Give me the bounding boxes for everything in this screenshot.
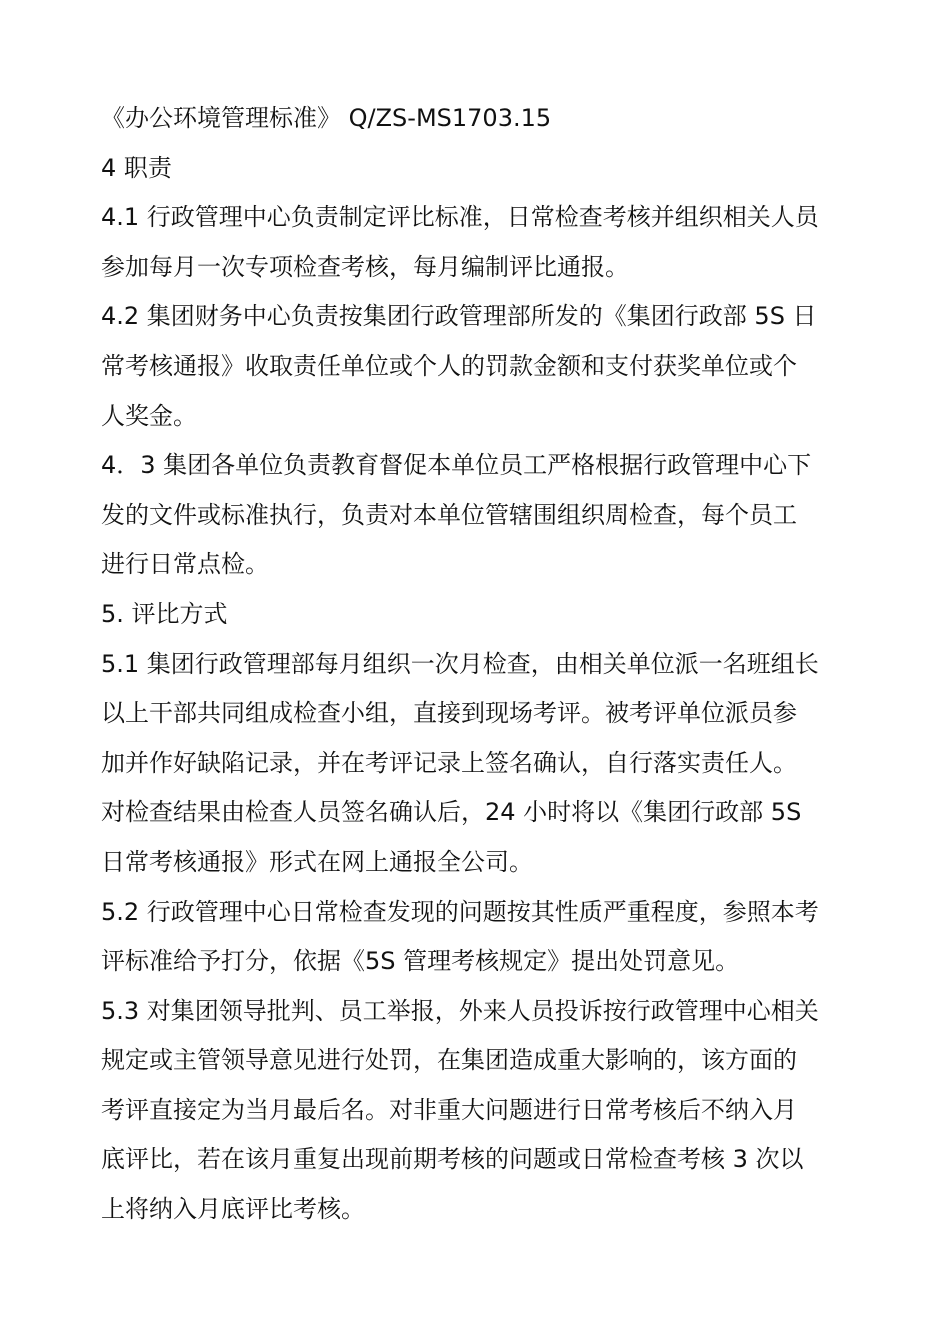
paragraph-line: 加并作好缺陷记录，并在考评记录上签名确认，自行落实责任人。	[101, 748, 797, 777]
paragraph-line: 以上干部共同组成检查小组，直接到现场考评。被考评单位派员参	[101, 699, 797, 728]
paragraph-line: 4.2 集团财务中心负责按集团行政管理部所发的《集团行政部 5S 日	[101, 302, 817, 331]
standard-reference-line: 《办公环境管理标准》 Q/ZS-MS1703.15	[101, 104, 552, 132]
paragraph-line: 参加每月一次专项检查考核，每月编制评比通报。	[101, 252, 629, 281]
paragraph-line: 5.2 行政管理中心日常检查发现的问题按其性质严重程度，参照本考	[101, 897, 819, 926]
section-heading-evaluation-method: 5. 评比方式	[101, 599, 228, 628]
document-body	[101, 94, 863, 1235]
paragraph-line: 4.1 行政管理中心负责制定评比标准，日常检查考核并组织相关人员	[101, 203, 819, 232]
paragraph-line: 评标准给予打分，依据《5S 管理考核规定》提出处罚意见。	[101, 947, 740, 976]
paragraph-line: 底评比，若在该月重复出现前期考核的问题或日常检查考核 3 次以	[101, 1145, 804, 1174]
paragraph-line: 上将纳入月底评比考核。	[101, 1195, 365, 1224]
paragraph-line: 发的文件或标准执行，负责对本单位管辖围组织周检查，每个员工	[101, 500, 797, 529]
paragraph-line: 常考核通报》收取责任单位或个人的罚款金额和支付获奖单位或个	[101, 351, 797, 380]
paragraph-line: 进行日常点检。	[101, 550, 269, 579]
paragraph-line: 日常考核通报》形式在网上通报全公司。	[101, 847, 533, 876]
paragraph-line: 人奖金。	[101, 401, 197, 430]
paragraph-line: 5.3 对集团领导批判、员工举报，外来人员投诉按行政管理中心相关	[101, 996, 819, 1025]
section-heading-responsibilities: 4 职责	[101, 153, 172, 182]
paragraph-line: 对检查结果由检查人员签名确认后，24 小时将以《集团行政部 5S	[101, 798, 802, 827]
paragraph-line: 规定或主管领导意见进行处罚，在集团造成重大影响的，该方面的	[101, 1046, 797, 1075]
paragraph-line: 考评直接定为当月最后名。对非重大问题进行日常考核后不纳入月	[101, 1095, 797, 1124]
paragraph-line: 5.1 集团行政管理部每月组织一次月检查，由相关单位派一名班组长	[101, 649, 819, 678]
paragraph-line: 4．3 集团各单位负责教育督促本单位员工严格根据行政管理中心下	[101, 451, 812, 480]
